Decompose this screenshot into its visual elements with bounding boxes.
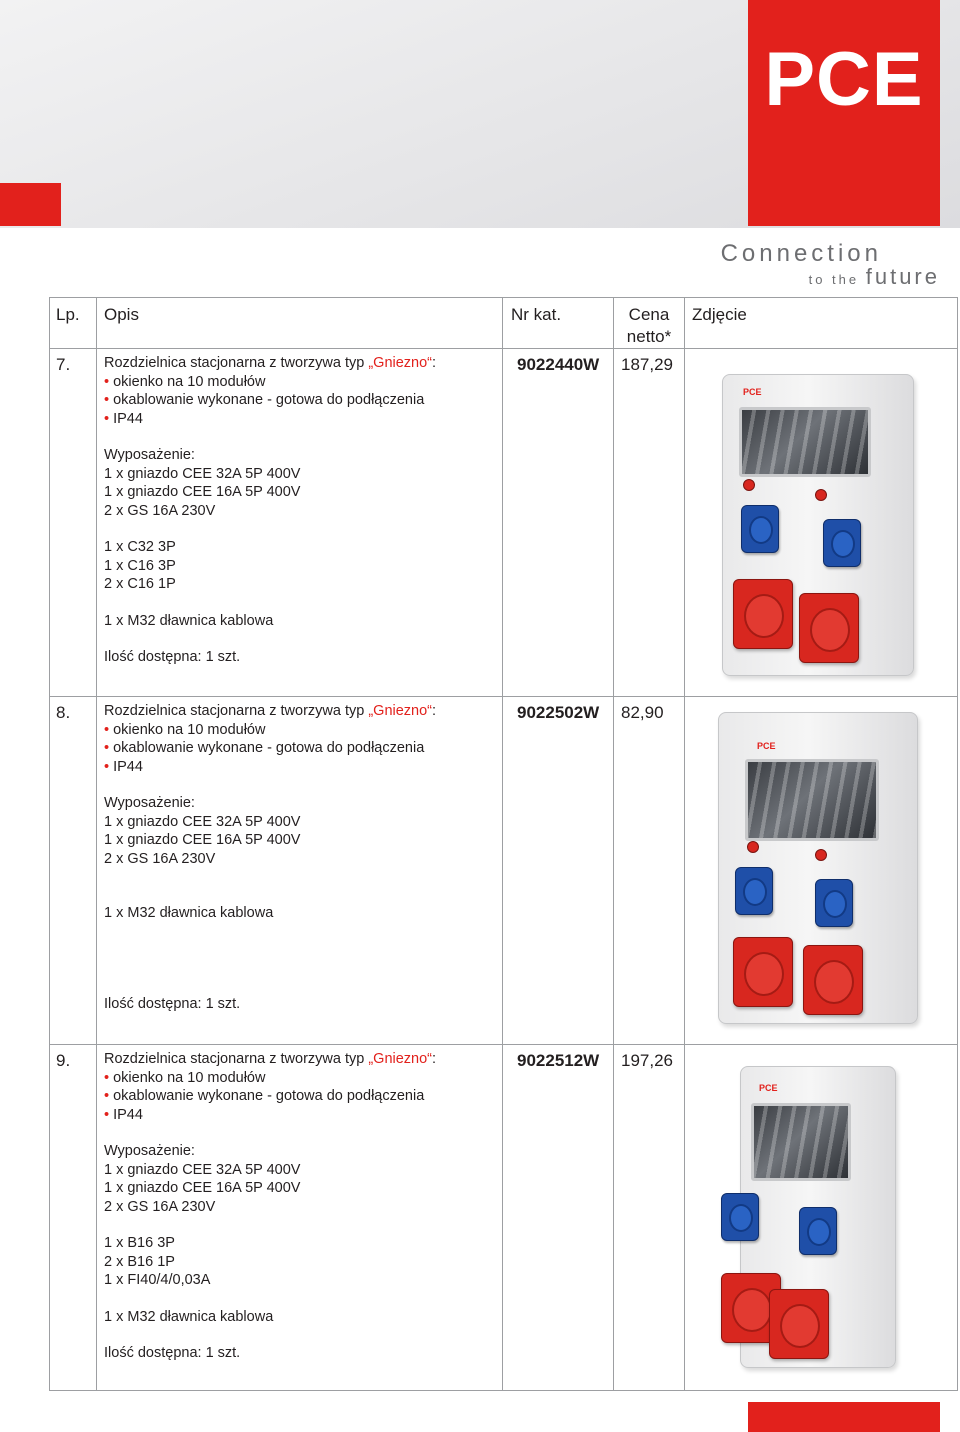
header-cena-line1: Cena xyxy=(628,305,670,324)
description-intro: Rozdzielnica stacjonarna z tworzywa typ „Gniezno“: xyxy=(104,1051,437,1067)
row-divider xyxy=(50,1044,957,1045)
catalog-number: 9022502W xyxy=(517,703,600,722)
cable-gland: 1 x M32 dławnica kablowa xyxy=(104,905,274,921)
breaker-window xyxy=(745,759,879,841)
header-nr-kat: Nr kat. xyxy=(511,305,562,324)
pce-logo xyxy=(748,0,940,226)
row-number: 9. xyxy=(56,1051,71,1070)
logo-text: PCE xyxy=(764,37,924,122)
equipment-label: Wyposażenie: xyxy=(104,447,195,463)
breaker-item: 2 x B16 1P xyxy=(104,1253,175,1270)
header-opis: Opis xyxy=(104,305,139,324)
feature-bullet: • IP44 xyxy=(104,410,143,427)
type-name: „Gniezno“ xyxy=(368,703,433,719)
tagline-connection: Connection xyxy=(720,240,882,267)
feature-bullet: • okienko na 10 modułów xyxy=(104,373,266,390)
screw xyxy=(815,849,827,861)
type-name: „Gniezno“ xyxy=(368,355,433,371)
enclosure xyxy=(718,712,918,1024)
row-divider xyxy=(50,348,957,349)
header-zdjecie: Zdjęcie xyxy=(692,305,747,324)
feature-bullet: • okablowanie wykonane - gotowa do podłączenia xyxy=(104,1088,425,1104)
feature-bullet: • okablowanie wykonane - gotowa do podłączenia xyxy=(104,740,425,756)
blue-socket xyxy=(735,867,773,915)
row-number: 7. xyxy=(56,355,71,374)
header-cena-line2: netto* xyxy=(626,327,672,346)
equipment-item: 1 x gniazdo CEE 32A 5P 400V xyxy=(104,465,301,482)
tagline-big: future xyxy=(865,264,940,289)
breaker-item: 1 x C16 3P xyxy=(104,557,176,574)
feature-bullet: • okienko na 10 modułów xyxy=(104,1069,266,1086)
product-table xyxy=(49,297,958,1391)
blue-socket xyxy=(799,1207,837,1255)
equipment-item: 2 x GS 16A 230V xyxy=(104,1198,216,1215)
red-accent-bar xyxy=(0,183,61,226)
header-cena xyxy=(621,304,677,348)
column-divider xyxy=(613,298,614,1390)
tagline-future xyxy=(809,264,940,290)
row-number: 8. xyxy=(56,703,71,722)
screw xyxy=(743,479,755,491)
equipment-item: 1 x gniazdo CEE 32A 5P 400V xyxy=(104,813,301,830)
row-description xyxy=(104,1050,504,1363)
breaker-window xyxy=(739,407,871,477)
price: 187,29 xyxy=(621,355,673,374)
red-cee-socket xyxy=(803,945,863,1015)
footer-red-bar xyxy=(748,1402,940,1432)
enclosure xyxy=(740,1066,896,1368)
feature-bullet: • okablowanie wykonane - gotowa do podłączenia xyxy=(104,392,425,408)
cable-gland: 1 x M32 dławnica kablowa xyxy=(104,612,274,629)
availability: Ilość dostępna: 1 szt. xyxy=(104,1345,241,1361)
blue-socket xyxy=(815,879,853,927)
equipment-item: 1 x gniazdo CEE 16A 5P 400V xyxy=(104,832,301,848)
breaker-item: 1 x FI40/4/0,03A xyxy=(104,1272,211,1288)
catalog-number: 9022440W xyxy=(517,355,600,374)
enclosure xyxy=(722,374,914,676)
blue-socket xyxy=(823,519,861,567)
feature-bullet: • okienko na 10 modułów xyxy=(104,721,266,738)
price: 82,90 xyxy=(621,703,664,722)
equipment-label: Wyposażenie: xyxy=(104,795,195,811)
red-cee-socket xyxy=(733,937,793,1007)
cable-gland: 1 x M32 dławnica kablowa xyxy=(104,1308,274,1325)
red-cee-socket xyxy=(733,579,793,649)
red-cee-socket xyxy=(799,593,859,663)
breaker-item: 1 x C32 3P xyxy=(104,539,176,555)
enclosure-brand: PCE xyxy=(757,741,776,751)
header-lp: Lp. xyxy=(56,305,80,324)
type-name: „Gniezno“ xyxy=(368,1051,433,1067)
row-description xyxy=(104,702,504,1013)
equipment-item: 1 x gniazdo CEE 16A 5P 400V xyxy=(104,484,301,500)
equipment-item: 1 x gniazdo CEE 32A 5P 400V xyxy=(104,1161,301,1178)
equipment-item: 1 x gniazdo CEE 16A 5P 400V xyxy=(104,1180,301,1196)
screw xyxy=(747,841,759,853)
feature-bullet: • IP44 xyxy=(104,758,143,775)
column-divider xyxy=(684,298,685,1390)
column-divider xyxy=(96,298,97,1390)
red-cee-socket xyxy=(769,1289,829,1359)
equipment-label: Wyposażenie: xyxy=(104,1143,195,1159)
description-intro: Rozdzielnica stacjonarna z tworzywa typ „Gniezno“: xyxy=(104,355,437,371)
enclosure-brand: PCE xyxy=(743,387,762,397)
tagline-small: to the xyxy=(808,272,860,287)
row-description xyxy=(104,354,504,667)
catalog-number: 9022512W xyxy=(517,1051,600,1070)
equipment-item: 2 x GS 16A 230V xyxy=(104,850,216,867)
blue-socket xyxy=(741,505,779,553)
blue-socket xyxy=(721,1193,759,1241)
availability: Ilość dostępna: 1 szt. xyxy=(104,649,241,665)
description-intro: Rozdzielnica stacjonarna z tworzywa typ „Gniezno“: xyxy=(104,703,437,719)
screw xyxy=(815,489,827,501)
breaker-item: 2 x C16 1P xyxy=(104,576,176,592)
feature-bullet: • IP44 xyxy=(104,1106,143,1123)
breaker-item: 1 x B16 3P xyxy=(104,1235,175,1251)
breaker-window xyxy=(751,1103,851,1181)
row-divider xyxy=(50,696,957,697)
price: 197,26 xyxy=(621,1051,673,1070)
equipment-item: 2 x GS 16A 230V xyxy=(104,502,216,519)
enclosure-brand: PCE xyxy=(759,1083,778,1093)
availability: Ilość dostępna: 1 szt. xyxy=(104,995,241,1012)
